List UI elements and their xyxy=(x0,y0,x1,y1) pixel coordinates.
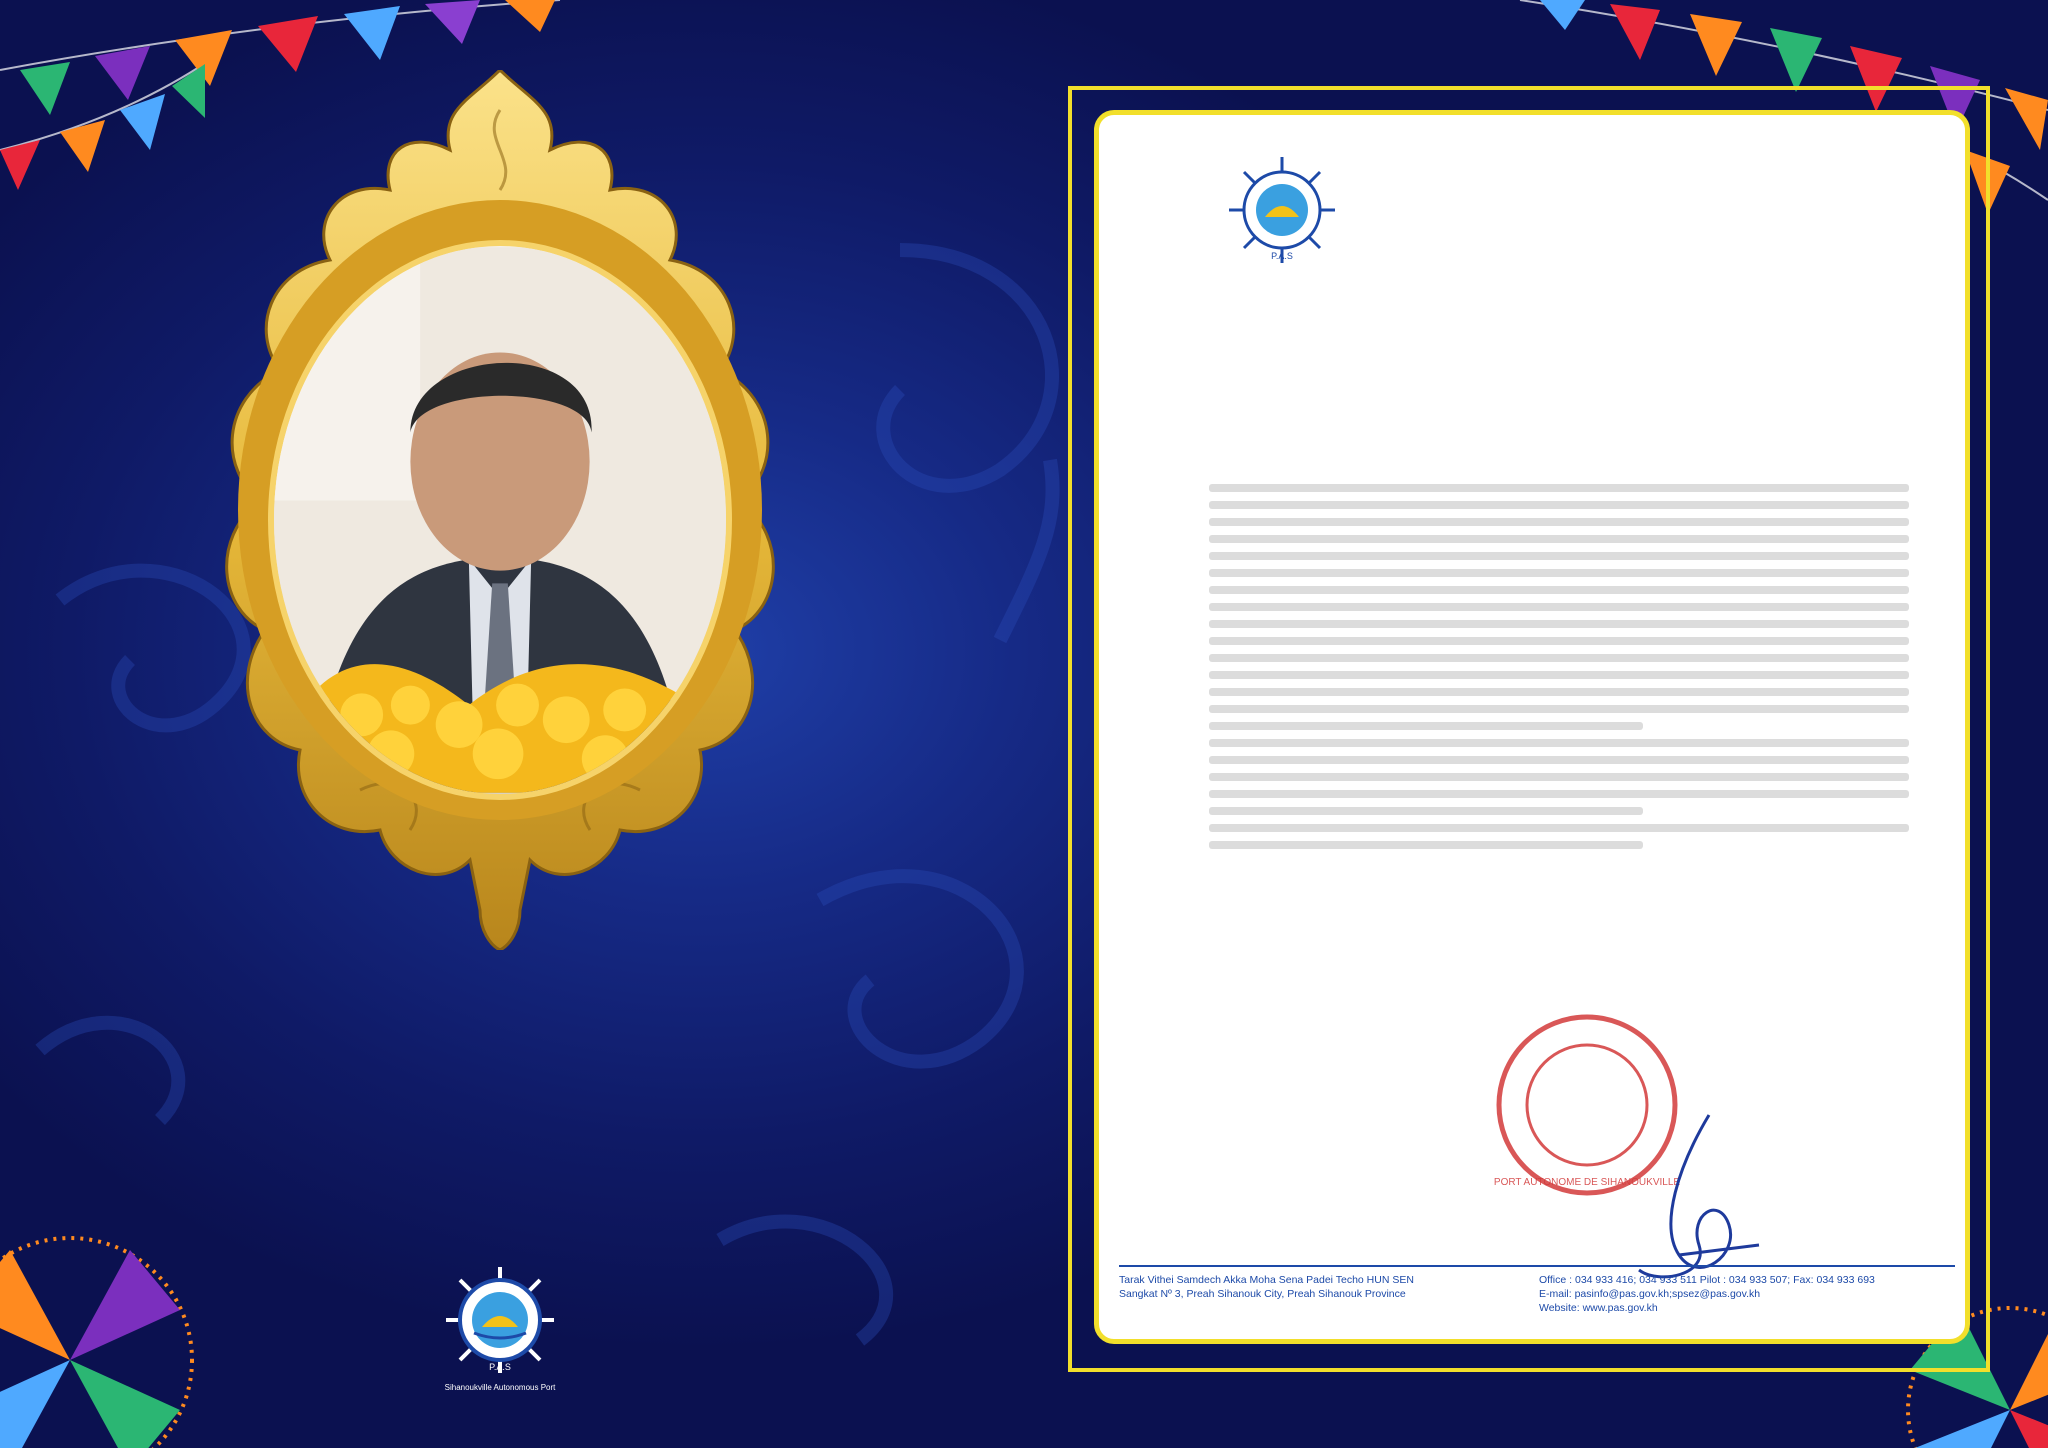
letter-body xyxy=(1209,475,1909,858)
footer-address-en-1: Tarak Vithei Samdech Akka Moha Sena Padei Techo HUN SEN xyxy=(1119,1274,1414,1286)
logo-abbreviation: P.A.S xyxy=(489,1362,511,1372)
footer-website: Website: www.pas.gov.kh xyxy=(1539,1302,1658,1314)
letter-paragraph-3 xyxy=(1209,824,1909,849)
letter-paragraph-2 xyxy=(1209,739,1909,815)
bottom-logo-caption-english: Sihanoukville Autonomous Port xyxy=(444,1383,556,1392)
honoree-portrait xyxy=(268,240,732,800)
port-logo-icon xyxy=(440,1265,560,1375)
footer-phones: Office : 034 933 416; 034 933 511 Pilot : 034 933 507; Fax: 034 933 693 xyxy=(1539,1274,1875,1286)
ornamental-gold-frame xyxy=(190,70,810,950)
footer-address xyxy=(1119,1273,1519,1301)
pinwheel-decoration xyxy=(0,1230,200,1448)
portrait-icon xyxy=(274,246,726,794)
footer-address-en-2: Sangkat Nº 3, Preah Sihanouk City, Preah Sihanouk Province xyxy=(1119,1288,1406,1300)
bottom-port-logo xyxy=(440,1265,560,1393)
footer-contacts xyxy=(1539,1273,1959,1315)
letterhead-logo-abbreviation: P.A.S xyxy=(1271,251,1293,261)
letter-footer xyxy=(1119,1265,1955,1344)
letter-paragraph-1 xyxy=(1209,484,1909,730)
stamp-text: PORT AUTONOME DE SIHANOUKVILLE xyxy=(1493,1177,1681,1188)
footer-email: E-mail: pasinfo@pas.gov.kh;spsez@pas.gov.kh xyxy=(1539,1288,1761,1300)
letterhead-logo-icon xyxy=(1227,155,1337,265)
greeting-letter xyxy=(1094,110,1970,1344)
